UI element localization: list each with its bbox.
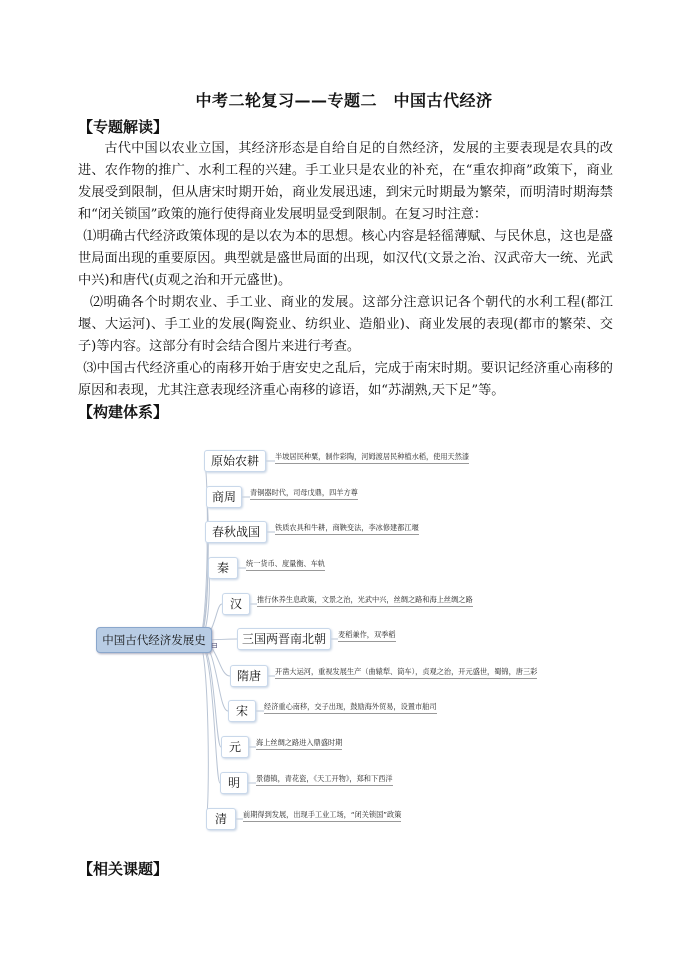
- branch-node: 清: [206, 808, 236, 830]
- branch-node: 春秋战国: [205, 521, 267, 543]
- mind-map-root-node: 中国古代经济发展史: [96, 627, 212, 653]
- branch-node: 明: [220, 772, 248, 794]
- section-heading-system: 【构建体系】: [78, 403, 169, 421]
- branch-node: 隋唐: [230, 665, 268, 687]
- section-heading-interpretation: 【专题解读】: [78, 118, 169, 136]
- branch-detail: 麦稻兼作，双季稻: [338, 630, 396, 642]
- branch-node: 秦: [208, 557, 238, 579]
- branch-detail: 推行休养生息政策，文景之治，光武中兴，丝绸之路和海上丝绸之路: [257, 595, 473, 607]
- branch-detail: 统一货币、度量衡、车轨: [246, 559, 325, 571]
- branch-detail: 海上丝绸之路进入鼎盛时期: [256, 738, 342, 750]
- paragraph-point-1: ⑴明确古代经济政策体现的是以农为本的思想。核心内容是轻徭薄赋、与民休息，这也是盛世局面出现的重要原因。典型就是盛世局面的出现，如汉代(文景之治、汉武帝大一统、光武中兴)和唐代(贞观之治和开元盛世)。: [78, 229, 613, 288]
- branch-detail: 开凿大运河，重视发展生产（曲辕犁、筒车），贞观之治，开元盛世，蜀锦，唐三彩: [275, 667, 537, 679]
- branch-detail: 经济重心南移，交子出现，鼓励海外贸易，设置市舶司: [264, 702, 437, 714]
- section-heading-related-topics: 【相关课题】: [78, 860, 169, 878]
- branch-detail: 半坡居民种粟，制作彩陶，河姆渡居民种植水稻，使用天然漆: [275, 452, 469, 464]
- paragraph-point-2: ⑵明确各个时期农业、手工业、商业的发展。这部分注意识记各个朝代的水利工程(都江堰、大运河)、手工业的发展(陶瓷业、纺织业、造船业)、商业发展的表现(都市的繁荣、交子)等内容。这部分有时会结合图片来进行考查。: [78, 295, 613, 354]
- branch-detail: 景德镇，青花瓷，《天工开物》，郑和下西洋: [256, 774, 393, 786]
- branch-node: 元: [221, 736, 249, 758]
- paragraph-point-3: ⑶中国古代经济重心的南移开始于唐安史之乱后，完成于南宋时期。要识记经济重心南移的原因和表现，尤其注意表现经济重心南移的谚语，如“苏湖熟,天下足”等。: [78, 361, 613, 398]
- branch-node: 三国两晋南北朝: [237, 628, 331, 650]
- branch-node: 宋: [228, 700, 256, 722]
- page-title: 中考二轮复习——专题二 中国古代经济: [195, 91, 493, 110]
- paragraph-intro: 古代中国以农业立国，其经济形态是自给自足的自然经济，发展的主要表现是农具的改进、农作物的推广、水利工程的兴建。手工业只是农业的补充，在“重农抑商”政策下，商业发展受到限制，但从唐宋时期开始，商业发展迅速，到宋元时期最为繁荣，而明清时期海禁和“闭关锁国”政策的施行使得商业发展明显受到限制。在复习时注意：: [78, 141, 613, 222]
- branch-node: 汉: [222, 593, 250, 615]
- branch-node: 原始农耕: [204, 450, 266, 472]
- connector-line: [198, 640, 208, 819]
- branch-detail: 前期得到发展，出现手工业工场，“闭关锁国”政策: [243, 810, 401, 822]
- branch-node: 商周: [206, 486, 242, 508]
- branch-detail: 青铜器时代，司母戊鼎，四羊方尊: [250, 488, 358, 500]
- collapse-icon: ⊟: [211, 641, 218, 650]
- connector-line: [198, 640, 221, 747]
- branch-detail: 铁质农具和牛耕，商鞅变法，李冰修建都江堰: [275, 523, 419, 535]
